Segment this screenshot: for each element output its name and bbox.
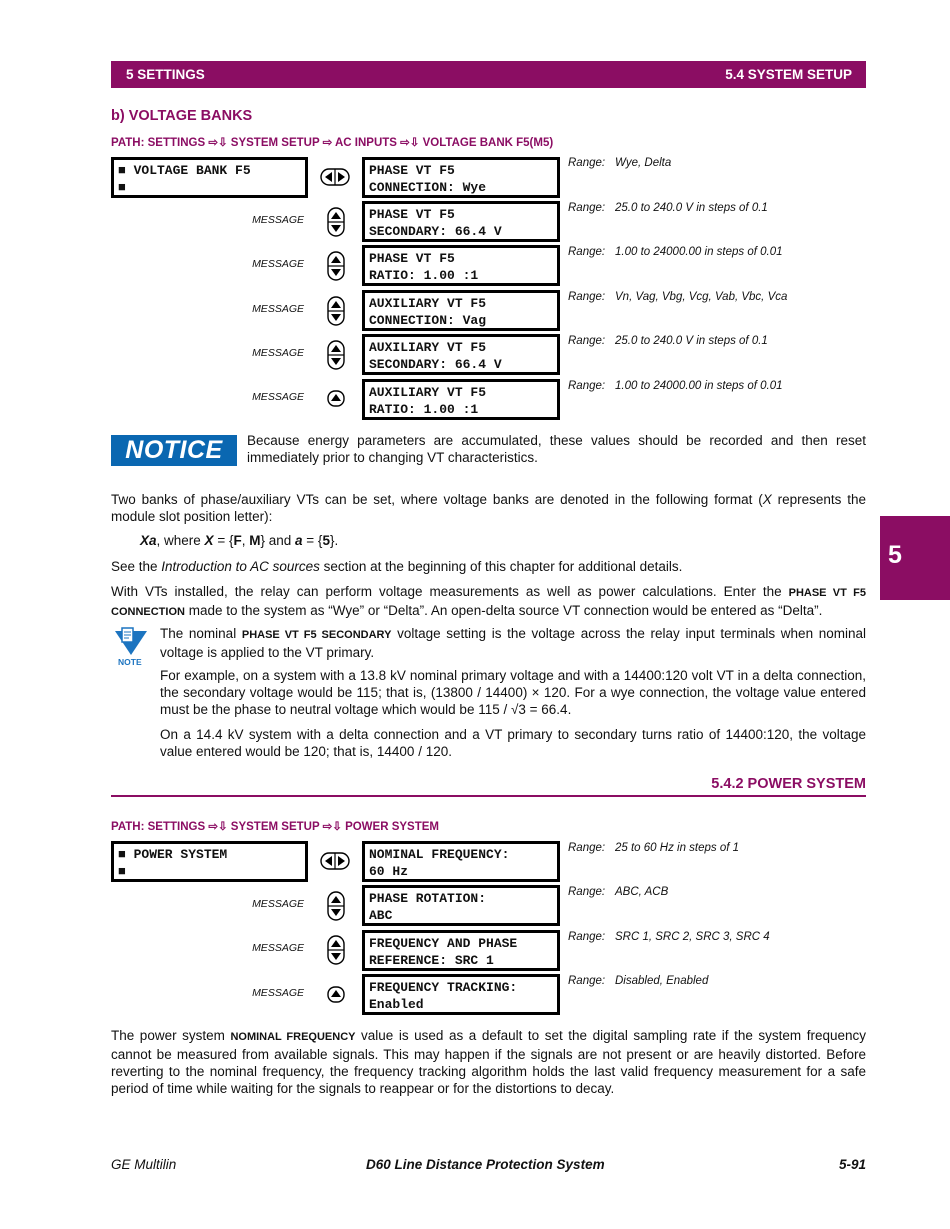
setting-box-nominal-frequency: NOMINAL FREQUENCY: 60 Hz bbox=[362, 841, 560, 882]
voltage-banks-path: PATH: SETTINGS ⇨⇩ SYSTEM SETUP ⇨ AC INPUTS ⇨⇩ VOLTAGE BANK F5(M5) bbox=[111, 137, 554, 149]
chapter-title: 5 SETTINGS bbox=[126, 67, 205, 82]
message-label: MESSAGE bbox=[252, 347, 304, 359]
up-down-arrows-icon[interactable] bbox=[327, 935, 345, 965]
range-phase-vt-connection: Range: Wye, Delta bbox=[568, 157, 672, 169]
power-system-path: PATH: SETTINGS ⇨⇩ SYSTEM SETUP ⇨⇩ POWER SYSTEM bbox=[111, 821, 439, 833]
range-nominal-frequency: Range: 25 to 60 Hz in steps of 1 bbox=[568, 842, 740, 854]
section-divider bbox=[111, 795, 866, 797]
up-arrow-icon[interactable] bbox=[327, 986, 345, 1004]
up-down-arrows-icon[interactable] bbox=[327, 251, 345, 281]
range-aux-vt-connection: Range: Vn, Vag, Vbg, Vcg, Vab, Vbc, Vca bbox=[568, 291, 788, 303]
note-paragraph-3: On a 14.4 kV system with a delta connection and a VT primary to secondary turns ratio of 14400:120, the voltage value entered would be 120; that is, 14400 / 120. bbox=[160, 727, 866, 759]
chapter-side-tab: 5 bbox=[880, 516, 950, 600]
notice-badge: NOTICE bbox=[111, 435, 237, 466]
voltage-bank-menu-box: ■ VOLTAGE BANK F5 ■ bbox=[111, 157, 308, 198]
up-down-arrows-icon[interactable] bbox=[327, 207, 345, 237]
range-phase-rotation: Range: ABC, ACB bbox=[568, 886, 669, 898]
section-title: 5.4 SYSTEM SETUP bbox=[725, 67, 852, 82]
power-system-menu-box: ■ POWER SYSTEM ■ bbox=[111, 841, 308, 882]
setting-box-phase-vt-ratio: PHASE VT F5 RATIO: 1.00 :1 bbox=[362, 245, 560, 286]
left-right-arrows-icon[interactable] bbox=[320, 852, 351, 872]
range-aux-vt-secondary: Range: 25.0 to 240.0 V in steps of 0.1 bbox=[568, 335, 768, 347]
note-label: NOTE bbox=[118, 657, 142, 667]
message-label: MESSAGE bbox=[252, 987, 304, 999]
message-label: MESSAGE bbox=[252, 303, 304, 315]
voltage-banks-heading: b) VOLTAGE BANKS bbox=[111, 108, 253, 124]
footer-product: D60 Line Distance Protection System bbox=[366, 1157, 605, 1172]
setting-box-phase-vt-connection: PHASE VT F5 CONNECTION: Wye bbox=[362, 157, 560, 198]
note-paragraph-1: The nominal PHASE VT F5 SECONDARY voltage setting is the voltage across the relay input terminals when nominal voltage is applied to the VT primary. bbox=[160, 626, 867, 660]
banks-format-paragraph: Two banks of phase/auxiliary VTs can be set, where voltage banks are denoted in the following format (X represents the module slot position letter): bbox=[111, 492, 866, 524]
notice-text: Because energy parameters are accumulated, these values should be recorded and then reset immediately prior to changing VT characteristics. bbox=[247, 433, 866, 465]
setting-box-frequency-phase-reference: FREQUENCY AND PHASE REFERENCE: SRC 1 bbox=[362, 930, 560, 971]
range-phase-vt-secondary: Range: 25.0 to 240.0 V in steps of 0.1 bbox=[568, 202, 768, 214]
up-arrow-icon[interactable] bbox=[327, 390, 345, 408]
vt-connection-paragraph: With VTs installed, the relay can perform voltage measurements as well as power calculations. Enter the PHASE VT F5 CONNECTION made to the system as “Wye” or “Delta”. An open-delta source VT connection would be entered as “Delta”. bbox=[111, 584, 866, 618]
setting-box-aux-vt-ratio: AUXILIARY VT F5 RATIO: 1.00 :1 bbox=[362, 379, 560, 420]
left-right-arrows-icon[interactable] bbox=[320, 168, 351, 188]
range-frequency-phase-reference: Range: SRC 1, SRC 2, SRC 3, SRC 4 bbox=[568, 931, 770, 943]
nominal-frequency-paragraph: The power system NOMINAL FREQUENCY value is used as a default to set the digital sampling rate if the system frequency cannot be measured from available signals. This may happen if the signals are not present or are heavily distorted. Before reverting to the nominal frequency, the frequency tracking algorithm holds the last valid frequency measurement for a safe period of time while waiting for the signals to reappear or for the distortions to decay. bbox=[111, 1028, 866, 1096]
power-system-heading: 5.4.2 POWER SYSTEM bbox=[711, 776, 866, 792]
note-paragraph-2: For example, on a system with a 13.8 kV nominal primary voltage and with a 14400:120 volt VT in a delta connection, the secondary voltage would be 115; that is, (13800 / 14400) × 120. For a wye connection, the voltage value entered must be the phase to neutral voltage which would be 115 / √3 = 66.4. bbox=[160, 668, 866, 717]
setting-box-phase-vt-secondary: PHASE VT F5 SECONDARY: 66.4 V bbox=[362, 201, 560, 242]
ac-sources-link[interactable]: Introduction to AC sources bbox=[161, 559, 320, 574]
up-down-arrows-icon[interactable] bbox=[327, 296, 345, 326]
message-label: MESSAGE bbox=[252, 391, 304, 403]
range-aux-vt-ratio: Range: 1.00 to 24000.00 in steps of 0.01 bbox=[568, 380, 783, 392]
message-label: MESSAGE bbox=[252, 898, 304, 910]
message-label: MESSAGE bbox=[252, 258, 304, 270]
setting-box-frequency-tracking: FREQUENCY TRACKING: Enabled bbox=[362, 974, 560, 1015]
up-down-arrows-icon[interactable] bbox=[327, 340, 345, 370]
setting-box-aux-vt-secondary: AUXILIARY VT F5 SECONDARY: 66.4 V bbox=[362, 334, 560, 375]
up-down-arrows-icon[interactable] bbox=[327, 891, 345, 921]
range-phase-vt-ratio: Range: 1.00 to 24000.00 in steps of 0.01 bbox=[568, 246, 783, 258]
footer-page-number: 5-91 bbox=[838, 1157, 866, 1172]
footer-company: GE Multilin bbox=[111, 1157, 177, 1172]
range-frequency-tracking: Range: Disabled, Enabled bbox=[568, 975, 709, 987]
bank-format-line: Xa, where X = {F, M} and a = {5}. bbox=[140, 533, 339, 548]
section-header-bar bbox=[111, 61, 866, 88]
setting-box-phase-rotation: PHASE ROTATION: ABC bbox=[362, 885, 560, 926]
setting-box-aux-vt-connection: AUXILIARY VT F5 CONNECTION: Vag bbox=[362, 290, 560, 331]
ac-sources-reference: See the Introduction to AC sources section at the beginning of this chapter for additional details. bbox=[111, 559, 683, 574]
message-label: MESSAGE bbox=[252, 214, 304, 226]
message-label: MESSAGE bbox=[252, 942, 304, 954]
